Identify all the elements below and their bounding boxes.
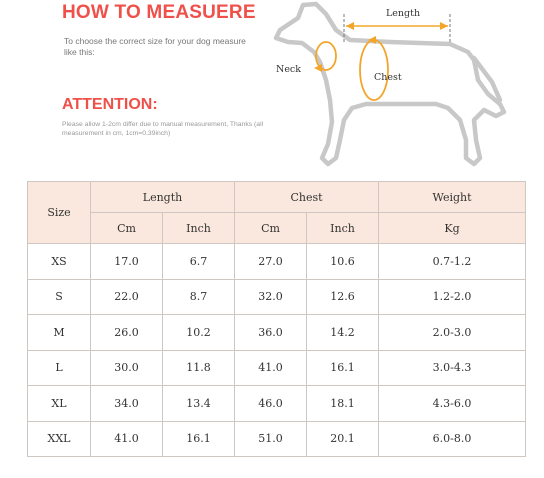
chest-inch-cell: 14.2: [307, 315, 379, 351]
table-row: [28, 279, 526, 315]
weight-cell: 1.2-2.0: [379, 279, 526, 315]
weight-header: Weight: [379, 182, 526, 213]
length-cm-cell: 22.0: [91, 279, 163, 315]
chest-inch-cell: 16.1: [307, 350, 379, 386]
chest-inch-cell: 18.1: [307, 386, 379, 422]
length-cm-cell: 26.0: [91, 315, 163, 351]
chest-header: Chest: [235, 182, 379, 213]
size-cell: M: [28, 315, 91, 351]
length-cm-cell: 30.0: [91, 350, 163, 386]
neck-label: Neck: [276, 64, 302, 75]
chest-cm-cell: 36.0: [235, 315, 307, 351]
page-title: HOW TO MEASUERE: [62, 2, 256, 23]
table-row: [28, 315, 526, 351]
weight-cell: 4.3-6.0: [379, 386, 526, 422]
chest-cm-cell: 46.0: [235, 386, 307, 422]
weight-cell: 3.0-4.3: [379, 350, 526, 386]
weight-cell: 0.7-1.2: [379, 244, 526, 280]
table-row: [28, 421, 526, 457]
chest-cm-cell: 51.0: [235, 421, 307, 457]
size-cell: S: [28, 279, 91, 315]
length-cm-header: Cm: [91, 213, 163, 244]
length-inch-cell: 16.1: [163, 421, 235, 457]
chest-inch-cell: 12.6: [307, 279, 379, 315]
table-row: [28, 386, 526, 422]
dog-measurement-diagram: [270, 0, 544, 180]
length-cm-cell: 34.0: [91, 386, 163, 422]
chest-cm-cell: 41.0: [235, 350, 307, 386]
length-header: Length: [91, 182, 235, 213]
length-label: Length: [386, 8, 421, 19]
size-cell: XL: [28, 386, 91, 422]
chest-inch-cell: 10.6: [307, 244, 379, 280]
length-inch-cell: 10.2: [163, 315, 235, 351]
chest-inch-header: Inch: [307, 213, 379, 244]
chest-cm-header: Cm: [235, 213, 307, 244]
length-inch-cell: 13.4: [163, 386, 235, 422]
size-header: Size: [28, 182, 91, 244]
measurement-note: Please allow 1-2cm differ due to manual measurement, Thanks (all measurement in cm, 1cm=0.39inch): [62, 121, 264, 137]
attention-heading: ATTENTION:: [62, 96, 158, 113]
dog-silhouette-icon: [276, 4, 504, 164]
size-cell: L: [28, 350, 91, 386]
length-inch-cell: 8.7: [163, 279, 235, 315]
length-inch-cell: 11.8: [163, 350, 235, 386]
weight-kg-header: Kg: [379, 213, 526, 244]
measure-instructions: To choose the correct size for your dog measure like this:: [64, 36, 246, 57]
length-cm-cell: 17.0: [91, 244, 163, 280]
size-cell: XS: [28, 244, 91, 280]
table-row: [28, 244, 526, 280]
chest-label: Chest: [374, 72, 402, 83]
chest-inch-cell: 20.1: [307, 421, 379, 457]
table-row: [28, 350, 526, 386]
length-inch-header: Inch: [163, 213, 235, 244]
size-cell: XXL: [28, 421, 91, 457]
length-inch-cell: 6.7: [163, 244, 235, 280]
chest-cm-cell: 27.0: [235, 244, 307, 280]
size-chart-table: [27, 181, 526, 457]
chest-cm-cell: 32.0: [235, 279, 307, 315]
length-cm-cell: 41.0: [91, 421, 163, 457]
weight-cell: 6.0-8.0: [379, 421, 526, 457]
weight-cell: 2.0-3.0: [379, 315, 526, 351]
